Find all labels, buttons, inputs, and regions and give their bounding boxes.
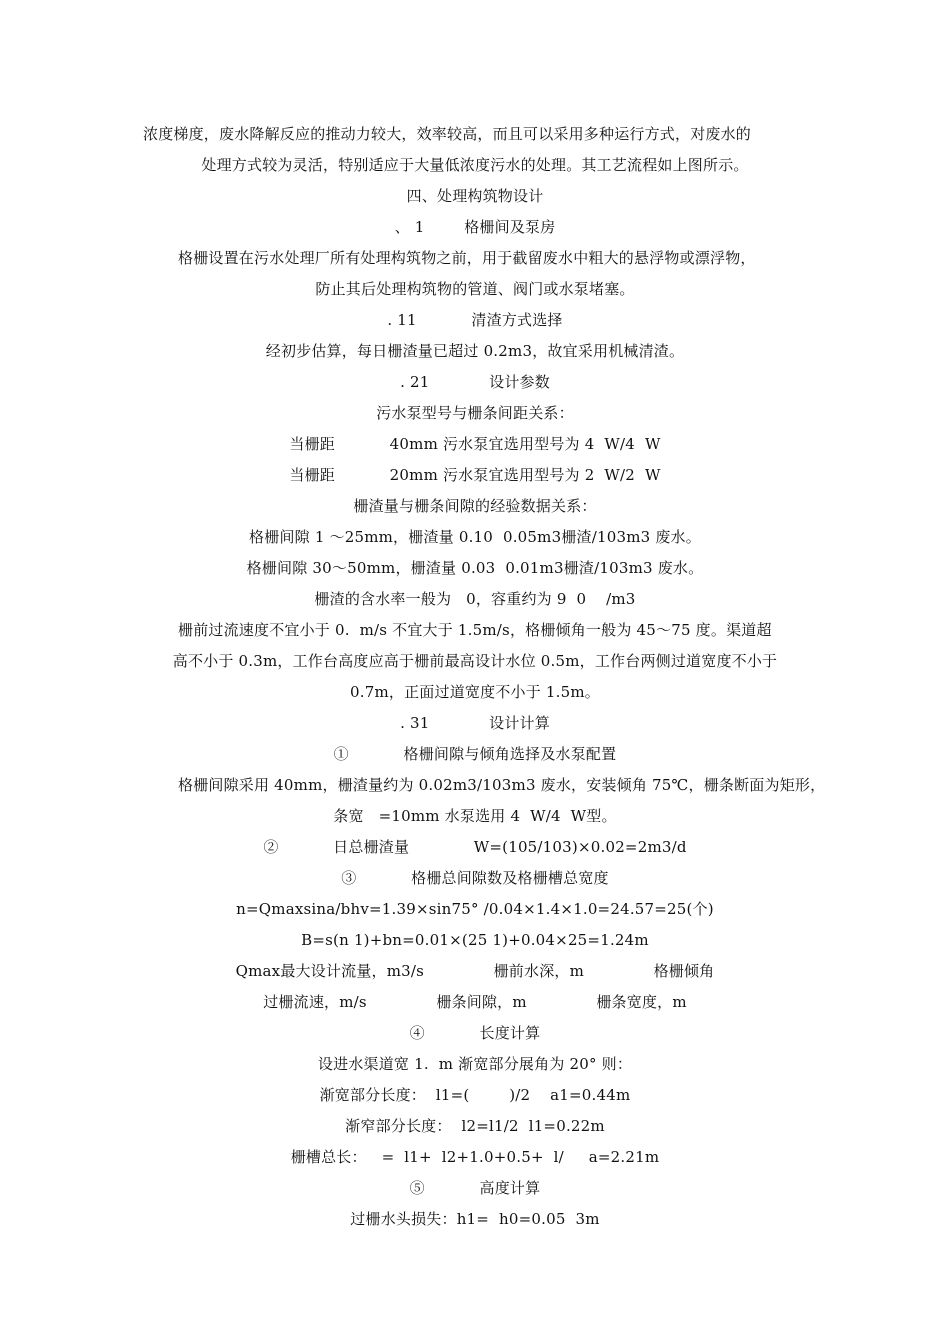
paragraph-line-17: 条宽 =10mm 水泵选用 4 W/4 W型。 [333,807,617,825]
variable-definitions-2: 过栅流速，m/s 栅条间隙，m 栅条宽度，m [263,993,687,1011]
paragraph-line-12: 栅渣的含水率一般为 0，容重约为 9 0 /m3 [314,590,636,608]
paragraph-line-6: 污水泵型号与栅条间距关系： [376,404,574,422]
formula-line-3: 渐宽部分长度： l1=( )/2 a1=0.44m [319,1086,631,1104]
paragraph-line-2: 处理方式较为灵活，特别适应于大量低浓度污水的处理。其工艺流程如上图所示。 [201,156,749,174]
paragraph-line-14: 高不小于 0.3m，工作台高度应高于栅前最高设计水位 0.5m，工作台两侧过道宽度不小于 [172,652,778,670]
formula-line-5: 栅槽总长： = l1+ l2+1.0+0.5+ l/ a=2.21m [290,1148,660,1166]
paragraph-line-16: 格栅间隙采用 40mm，栅渣量约为 0.02m3/103m3 废水，安装倾角 75℃，栅条断面为矩形， [178,776,826,794]
step-heading-5: ⑤ 高度计算 [409,1179,541,1197]
paragraph-line-1: 浓度梯度，废水降解反应的推动力较大，效率较高，而且可以采用多种运行方式，对废水的 [143,125,752,143]
step-heading-1: ① 格栅间隙与倾角选择及水泵配置 [333,745,617,763]
formula-line-4: 渐窄部分长度： l2=l1/2 l1=0.22m [345,1117,605,1135]
subsection-heading-2-1: . 21 设计参数 [400,373,550,391]
paragraph-line-7: 当栅距 40mm 污水泵宜选用型号为 4 W/4 W [289,435,661,453]
formula-line-6: 过栅水头损失：h1= h0=0.05 3m [350,1210,600,1228]
paragraph-line-15: 0.7m，正面过道宽度不小于 1.5m。 [350,683,600,701]
formula-line-1: n=Qmaxsina/bhv=1.39×sin75° /0.04×1.4×1.0=24.57=25(个) [236,900,714,918]
subsection-heading-1-1: . 11 清渣方式选择 [387,311,563,329]
paragraph-line-8: 当栅距 20mm 污水泵宜选用型号为 2 W/2 W [289,466,661,484]
formula-line-2: B=s(n 1)+bn=0.01×(25 1)+0.04×25=1.24m [301,931,649,949]
paragraph-line-13: 栅前过流速度不宜小于 0. m/s 不宜大于 1.5m/s，格栅倾角一般为 45～75 度。渠道超 [178,621,772,639]
step-heading-2: ② 日总栅渣量 W=(105/103)×0.02=2m3/d [263,838,687,856]
paragraph-line-10: 格栅间隙 1 ～25mm，栅渣量 0.10 0.05m3栅渣/103m3 废水。 [249,528,701,546]
step-heading-4: ④ 长度计算 [409,1024,541,1042]
step-heading-3: ③ 格栅总间隙数及格栅槽总宽度 [341,869,609,887]
paragraph-line-11: 格栅间隙 30～50mm，栅渣量 0.03 0.01m3栅渣/103m3 废水。 [246,559,704,577]
subsection-heading-3-1: . 31 设计计算 [400,714,550,732]
paragraph-line-5: 经初步估算，每日栅渣量已超过 0.2m3，故宜采用机械清渣。 [265,342,685,360]
section-heading: 四、处理构筑物设计 [406,187,544,205]
paragraph-line-4: 防止其后处理构筑物的管道、阀门或水泵堵塞。 [315,280,635,298]
subsection-heading-1: 、 1 格栅间及泵房 [394,218,556,236]
paragraph-line-18: 设进水渠道宽 1. m 渐宽部分展角为 20° 则： [317,1055,633,1073]
variable-definitions-1: Qmax最大设计流量，m3/s 栅前水深，m 格栅倾角 [235,962,715,980]
paragraph-line-9: 栅渣量与栅条间隙的经验数据关系： [353,497,597,515]
paragraph-line-3: 格栅设置在污水处理厂所有处理构筑物之前，用于截留废水中粗大的悬浮物或漂浮物， [178,249,756,267]
